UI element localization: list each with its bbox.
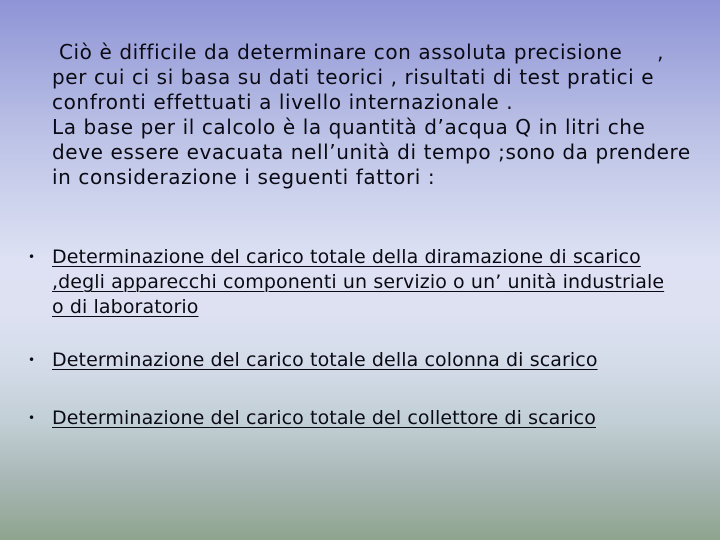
- bullet-item-diramazione: [28, 245, 698, 320]
- intro-line: confronti effettuati a livello internazionale .: [52, 90, 514, 114]
- intro-line: deve essere evacuata nell’unità di tempo ;sono da prendere: [52, 140, 691, 164]
- intro-line: La base per il calcolo è la quantità d’acqua Q in litri che: [52, 115, 646, 139]
- bullet-marker: •: [28, 411, 36, 425]
- intro-line: Ciò è difficile da determinare con assoluta precisione ,: [52, 40, 665, 64]
- bullet-text-line: Determinazione del carico totale della diramazione di scarico: [52, 246, 641, 268]
- bullet-text-line: o di laboratorio: [52, 296, 199, 318]
- bullet-text: [52, 245, 664, 320]
- bullet-marker: •: [28, 353, 36, 367]
- intro-line: in considerazione i seguenti fattori :: [52, 165, 436, 189]
- bullet-item-collettore: [28, 406, 698, 431]
- intro-paragraph: [52, 40, 702, 190]
- bullet-item-colonna: [28, 348, 698, 373]
- bullet-marker: •: [28, 250, 36, 264]
- bullet-text: Determinazione del carico totale della colonna di scarico: [52, 349, 598, 371]
- bullet-text-line: ,degli apparecchi componenti un servizio o un’ unità industriale: [52, 271, 665, 293]
- bullet-text: Determinazione del carico totale del collettore di scarico: [52, 407, 596, 429]
- intro-line: per cui ci si basa su dati teorici , risultati di test pratici e: [52, 65, 655, 89]
